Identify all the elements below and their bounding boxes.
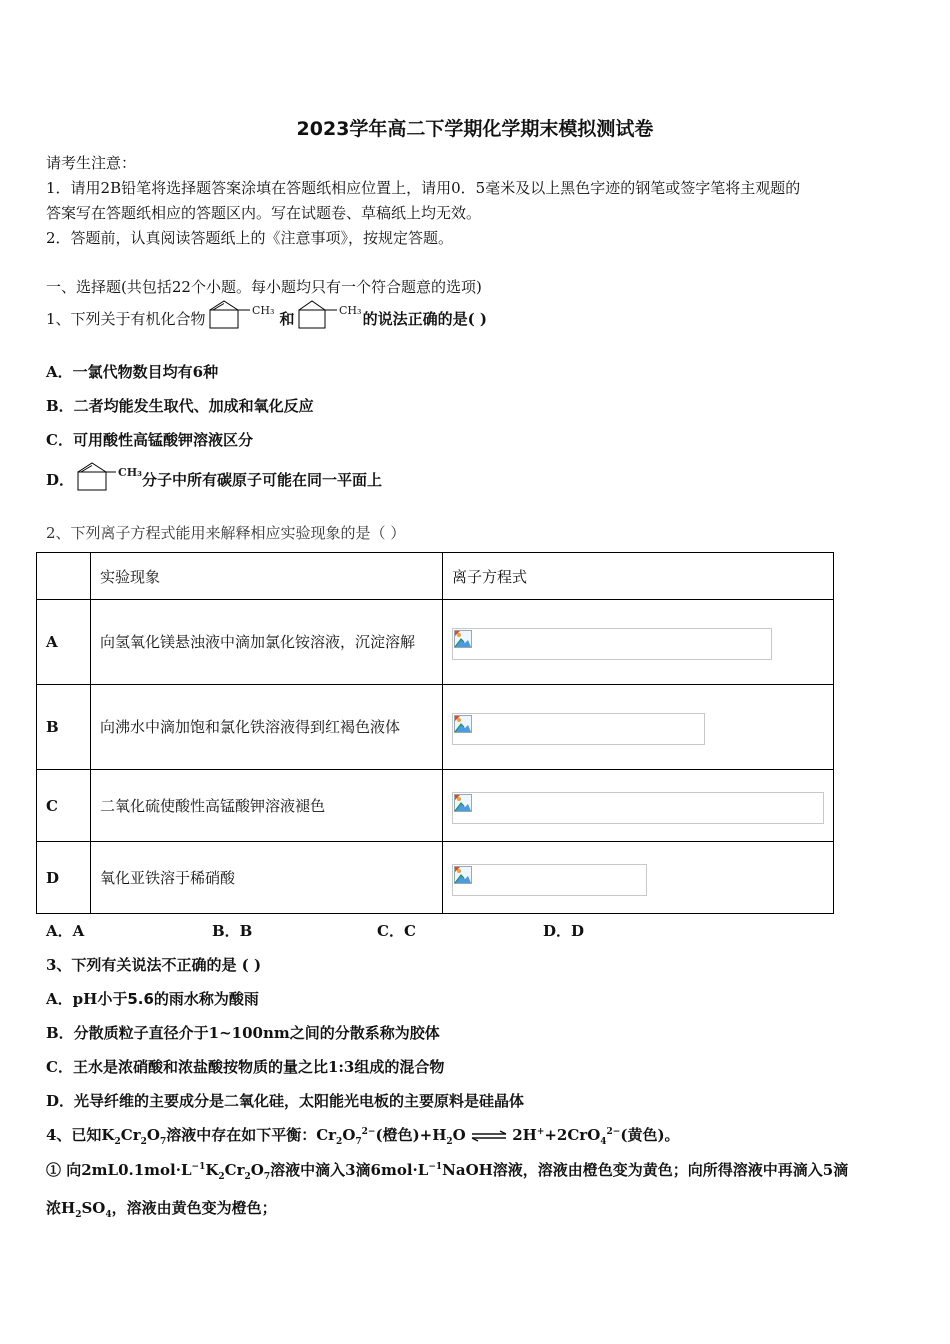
experiment-table <box>36 552 834 914</box>
header-phenomenon: 实验现象 <box>91 553 443 600</box>
row-phenomenon: 向氢氧化镁悬浊液中滴加氯化铵溶液，沉淀溶解 <box>91 600 443 685</box>
q1-option-a: A．一氯代物数目均有6种 <box>46 363 219 381</box>
q1-option-d <box>46 460 382 502</box>
table-header-row <box>37 553 834 600</box>
broken-image-icon <box>454 630 472 648</box>
table-row <box>37 685 834 770</box>
broken-image-icon <box>454 794 472 812</box>
notice-line-1b: 答案写在答题纸相应的答题区内。写在试题卷、草稿纸上均无效。 <box>46 204 482 222</box>
broken-equation-image <box>452 792 824 824</box>
q1-option-d-prefix: D． <box>46 471 75 489</box>
q4-paragraph-2: 浓$H_2SO_4$，溶液由黄色变为橙色； <box>46 1199 277 1220</box>
row-label: D <box>37 842 91 914</box>
table-row <box>37 770 834 842</box>
question-4-stem: 4、已知$K_2Cr_2O_7$溶液中存在如下平衡：$Cr_2O_7^{2-}$(橙色)$+H_2O$ 2H++2CrO$_4^{2-}$(黄色)。 <box>46 1126 680 1147</box>
q1-option-c: C．可用酸性高锰酸钾溶液区分 <box>46 431 253 449</box>
row-phenomenon: 向沸水中滴加饱和氯化铁溶液得到红褐色液体 <box>91 685 443 770</box>
header-equation: 离子方程式 <box>443 553 834 600</box>
row-phenomenon: 二氧化硫使酸性高锰酸钾溶液褪色 <box>91 770 443 842</box>
q2-option-d: D．D <box>543 922 585 940</box>
q1-stem-prefix: 1、下列关于有机化合物 <box>46 310 206 328</box>
q3-option-d: D．光导纤维的主要成分是二氧化硅，太阳能光电板的主要原料是硅晶体 <box>46 1092 525 1110</box>
notice-heading: 请考生注意： <box>46 154 137 172</box>
row-label: C <box>37 770 91 842</box>
equilibrium-arrow-icon <box>471 1130 507 1142</box>
q4-paragraph-1: ① 向$2mL0.1mol\cdot L^{-1}K_2Cr_2O_7$溶液中滴入3滴$6mol\cdot L^{-1}NaOH$溶液，溶液由橙色变为黄色；向所得溶液中再滴入5滴 <box>46 1161 849 1182</box>
notice-line-2: 2．答题前，认真阅读答题纸上的《注意事项》，按规定答题。 <box>46 229 454 247</box>
q1-connector: 和 <box>279 310 295 328</box>
notice-line-1a: 1．请用2B铅笔将选择题答案涂填在答题纸相应位置上，请用0．5毫米及以上黑色字迹的钢笔或签字笔将主观题的 <box>46 179 801 197</box>
question-2-stem: 2、下列离子方程式能用来解释相应实验现象的是（ ） <box>46 524 406 542</box>
cyclohexene-methyl-structure <box>74 460 142 502</box>
table-row <box>37 600 834 685</box>
row-phenomenon: 氧化亚铁溶于稀硝酸 <box>91 842 443 914</box>
q3-option-a-prefix: A．pH <box>46 990 98 1008</box>
q2-option-b: B．B <box>212 922 253 940</box>
q3-option-a-text: 小于5.6的雨水称为酸雨 <box>97 990 259 1008</box>
question-1-stem <box>46 298 487 342</box>
broken-image-icon <box>454 866 472 884</box>
question-3-stem: 3、下列有关说法不正确的是 ( ) <box>46 956 262 974</box>
cyclohexene-methyl-structure <box>206 298 280 342</box>
q3-option-b: B．分散质粒子直径介于1~100nm之间的分散系称为胶体 <box>46 1024 440 1042</box>
broken-equation-image <box>452 713 705 745</box>
row-equation-cell <box>443 770 834 842</box>
q1-option-b: B．二者均能发生取代、加成和氧化反应 <box>46 397 314 415</box>
methylcyclopentane-structure <box>295 298 363 342</box>
row-equation-cell <box>443 685 834 770</box>
row-equation-cell <box>443 842 834 914</box>
q2-option-c: C．C <box>377 922 416 940</box>
row-label: B <box>37 685 91 770</box>
broken-equation-image <box>452 628 772 660</box>
q3-option-c: C．王水是浓硝酸和浓盐酸按物质的量之比1:3组成的混合物 <box>46 1058 445 1076</box>
table-row <box>37 842 834 914</box>
ch3-label: CH₃ <box>251 304 274 317</box>
q2-option-a: A．A <box>46 922 85 940</box>
page-title: 2023学年高二下学期化学期末模拟测试卷 <box>296 118 654 140</box>
broken-image-icon <box>454 715 472 733</box>
ch3-label: CH₃ <box>338 304 361 317</box>
q1-stem-suffix: 的说法正确的是( ) <box>362 310 487 328</box>
ch3-label: CH₃ <box>118 466 142 479</box>
q3-option-a <box>46 988 259 1009</box>
header-label-cell <box>37 553 91 600</box>
row-equation-cell <box>443 600 834 685</box>
q1-option-d-suffix: 分子中所有碳原子可能在同一平面上 <box>142 471 383 489</box>
broken-equation-image <box>452 864 647 896</box>
row-label: A <box>37 600 91 685</box>
section-heading: 一、选择题(共包括22个小题。每小题均只有一个符合题意的选项) <box>46 278 482 296</box>
